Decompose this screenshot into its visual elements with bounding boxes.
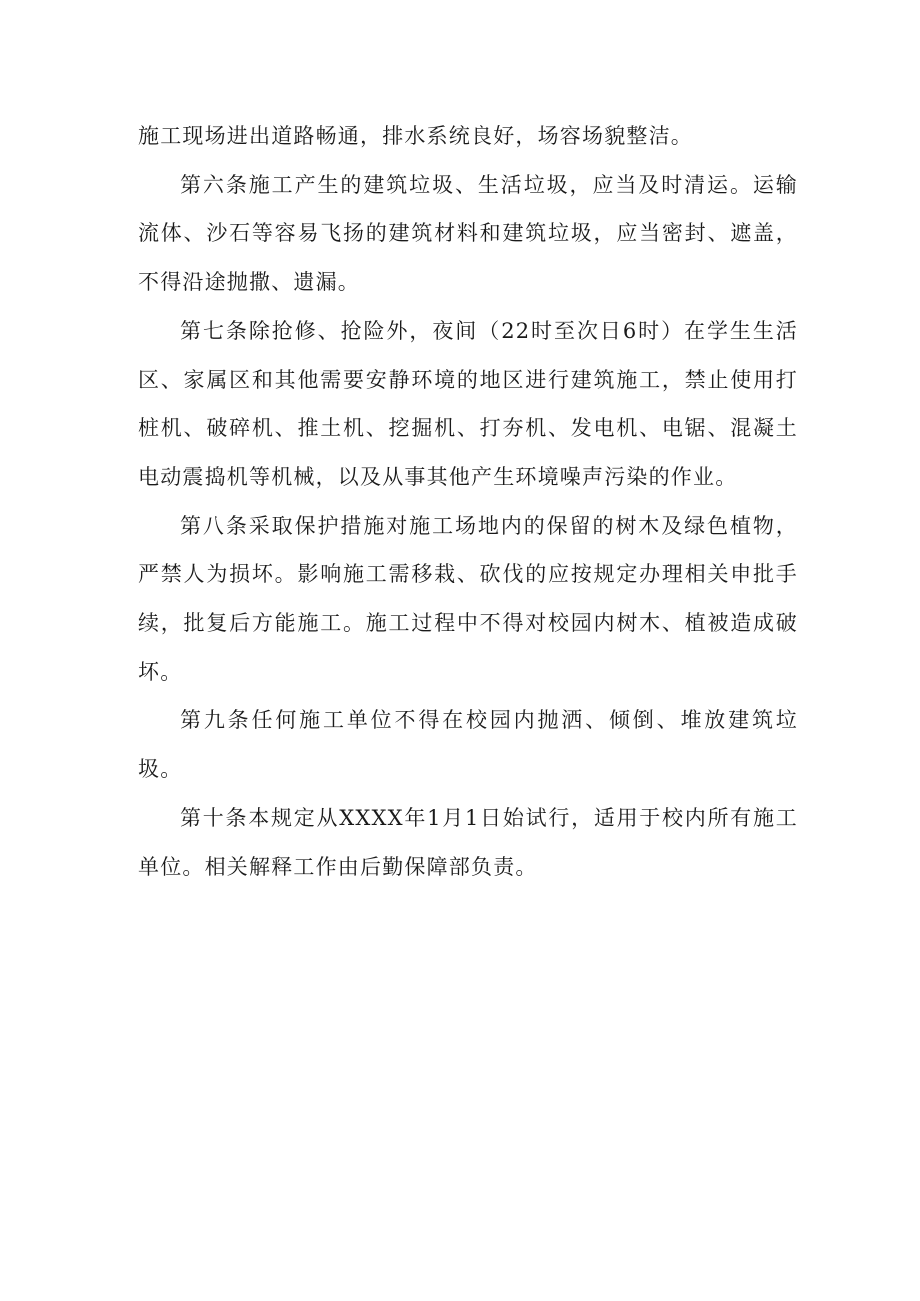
paragraph-article-10: 第十条本规定从XXXX年1月1日始试行，适用于校内所有施工单位。相关解释工作由后勤保障部负责。	[138, 805, 798, 879]
paragraph-site-conditions: 施工现场进出道路畅通，排水系统良好，场容场貌整洁。	[138, 124, 693, 148]
paragraph-article-8: 第八条采取保护措施对施工场地内的保留的树木及绿色植物，严禁人为损坏。影响施工需移栽、砍伐的应按规定办理相关申批手续，批复后方能施工。施工过程中不得对校园内树木、植被造成破坏。	[138, 513, 798, 684]
paragraph-article-7: 第七条除抢修、抢险外，夜间（22时至次日6时）在学生生活区、家属区和其他需要安静环境的地区进行建筑施工，禁止使用打桩机、破碎机、推土机、挖掘机、打夯机、发电机、电锯、混凝土电动震捣机等机械，以及从事其他产生环境噪声污染的作业。	[138, 318, 798, 489]
paragraph-article-6: 第六条施工产生的建筑垃圾、生活垃圾，应当及时清运。运输流体、沙石等容易飞扬的建筑材料和建筑垃圾，应当密封、遮盖，不得沿途抛撒、遗漏。	[138, 172, 798, 295]
document-body	[138, 112, 798, 891]
paragraph-article-9: 第九条任何施工单位不得在校园内抛洒、倾倒、堆放建筑垃圾。	[138, 708, 798, 782]
